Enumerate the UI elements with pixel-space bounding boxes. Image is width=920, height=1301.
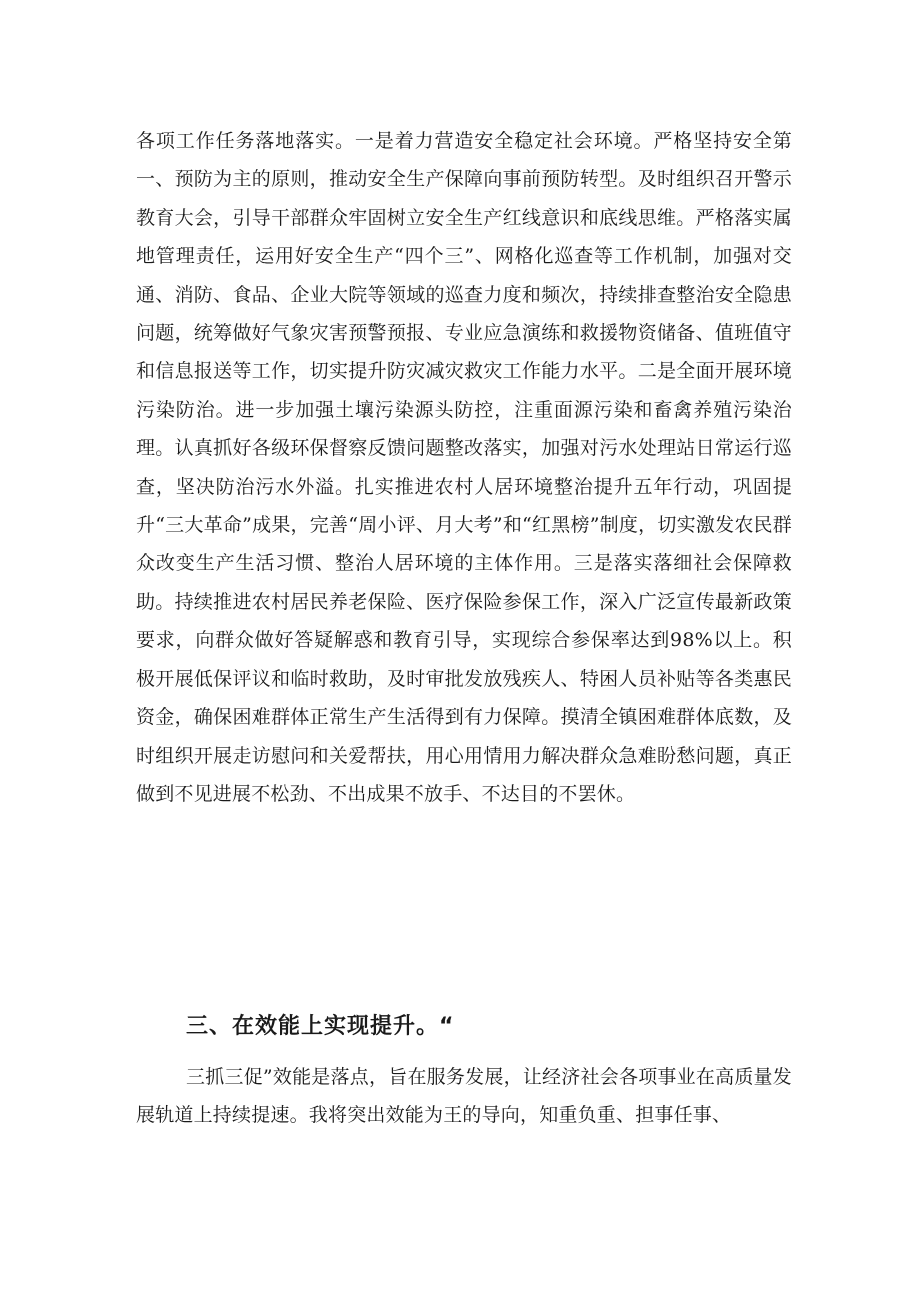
section-heading-efficiency: 三、在效能上实现提升。“ (186, 1014, 455, 1039)
body-paragraph-efficiency: 三抓三促”效能是落点，旨在服务发展，让经济社会各项事业在高质量发展轨道上持续提速。我将突出效能为王的导向，知重负重、担事任事、 (136, 1066, 792, 1127)
body-paragraph-safety-environment-security: 各项工作任务落地落实。一是着力营造安全稳定社会环境。严格坚持安全第一、预防为主的原则，推动安全生产保障向事前预防转型。及时组织召开警示教育大会，引导干部群众牢固树立安全生产红线意识和底线思维。严格落实属地管理责任，运用好安全生产“四个三”、网格化巡查等工作机制，加强对交通、消防、食品、企业大院等领域的巡查力度和频次，持续排查整治安全隐患问题，统筹做好气象灾害预警预报、专业应急演练和救援物资储备、值班值守和信息报送等工作，切实提升防灾减灾救灾工作能力水平。二是全面开展环境污染防治。进一步加强土壤污染源头防控，注重面源污染和畜禽养殖污染治理。认真抓好各级环保督察反馈问题整改落实，加强对污水处理站日常运行巡查，坚决防治污水外溢。扎实推进农村人居环境整治提升五年行动，巩固提升“三大革命”成果，完善“周小评、月大考”和“红黑榜”制度，切实激发农民群众改变生产生活习惯、整治人居环境的主体作用。三是落实落细社会保障救助。持续推进农村居民养老保险、医疗保险参保工作，深入广泛宣传最新政策要求，向群众做好答疑解惑和教育引导，实现综合参保率达到98%以上。积极开展低保评议和临时救助，及时审批发放残疾人、特困人员补贴等各类惠民资金，确保困难群体正常生产生活得到有力保障。摸清全镇困难群体底数，及时组织开展走访慰问和关爱帮扶，用心用情用力解决群众急难盼愁问题，真正做到不见进展不松劲、不出成果不放手、不达目的不罢休。 (136, 130, 792, 805)
